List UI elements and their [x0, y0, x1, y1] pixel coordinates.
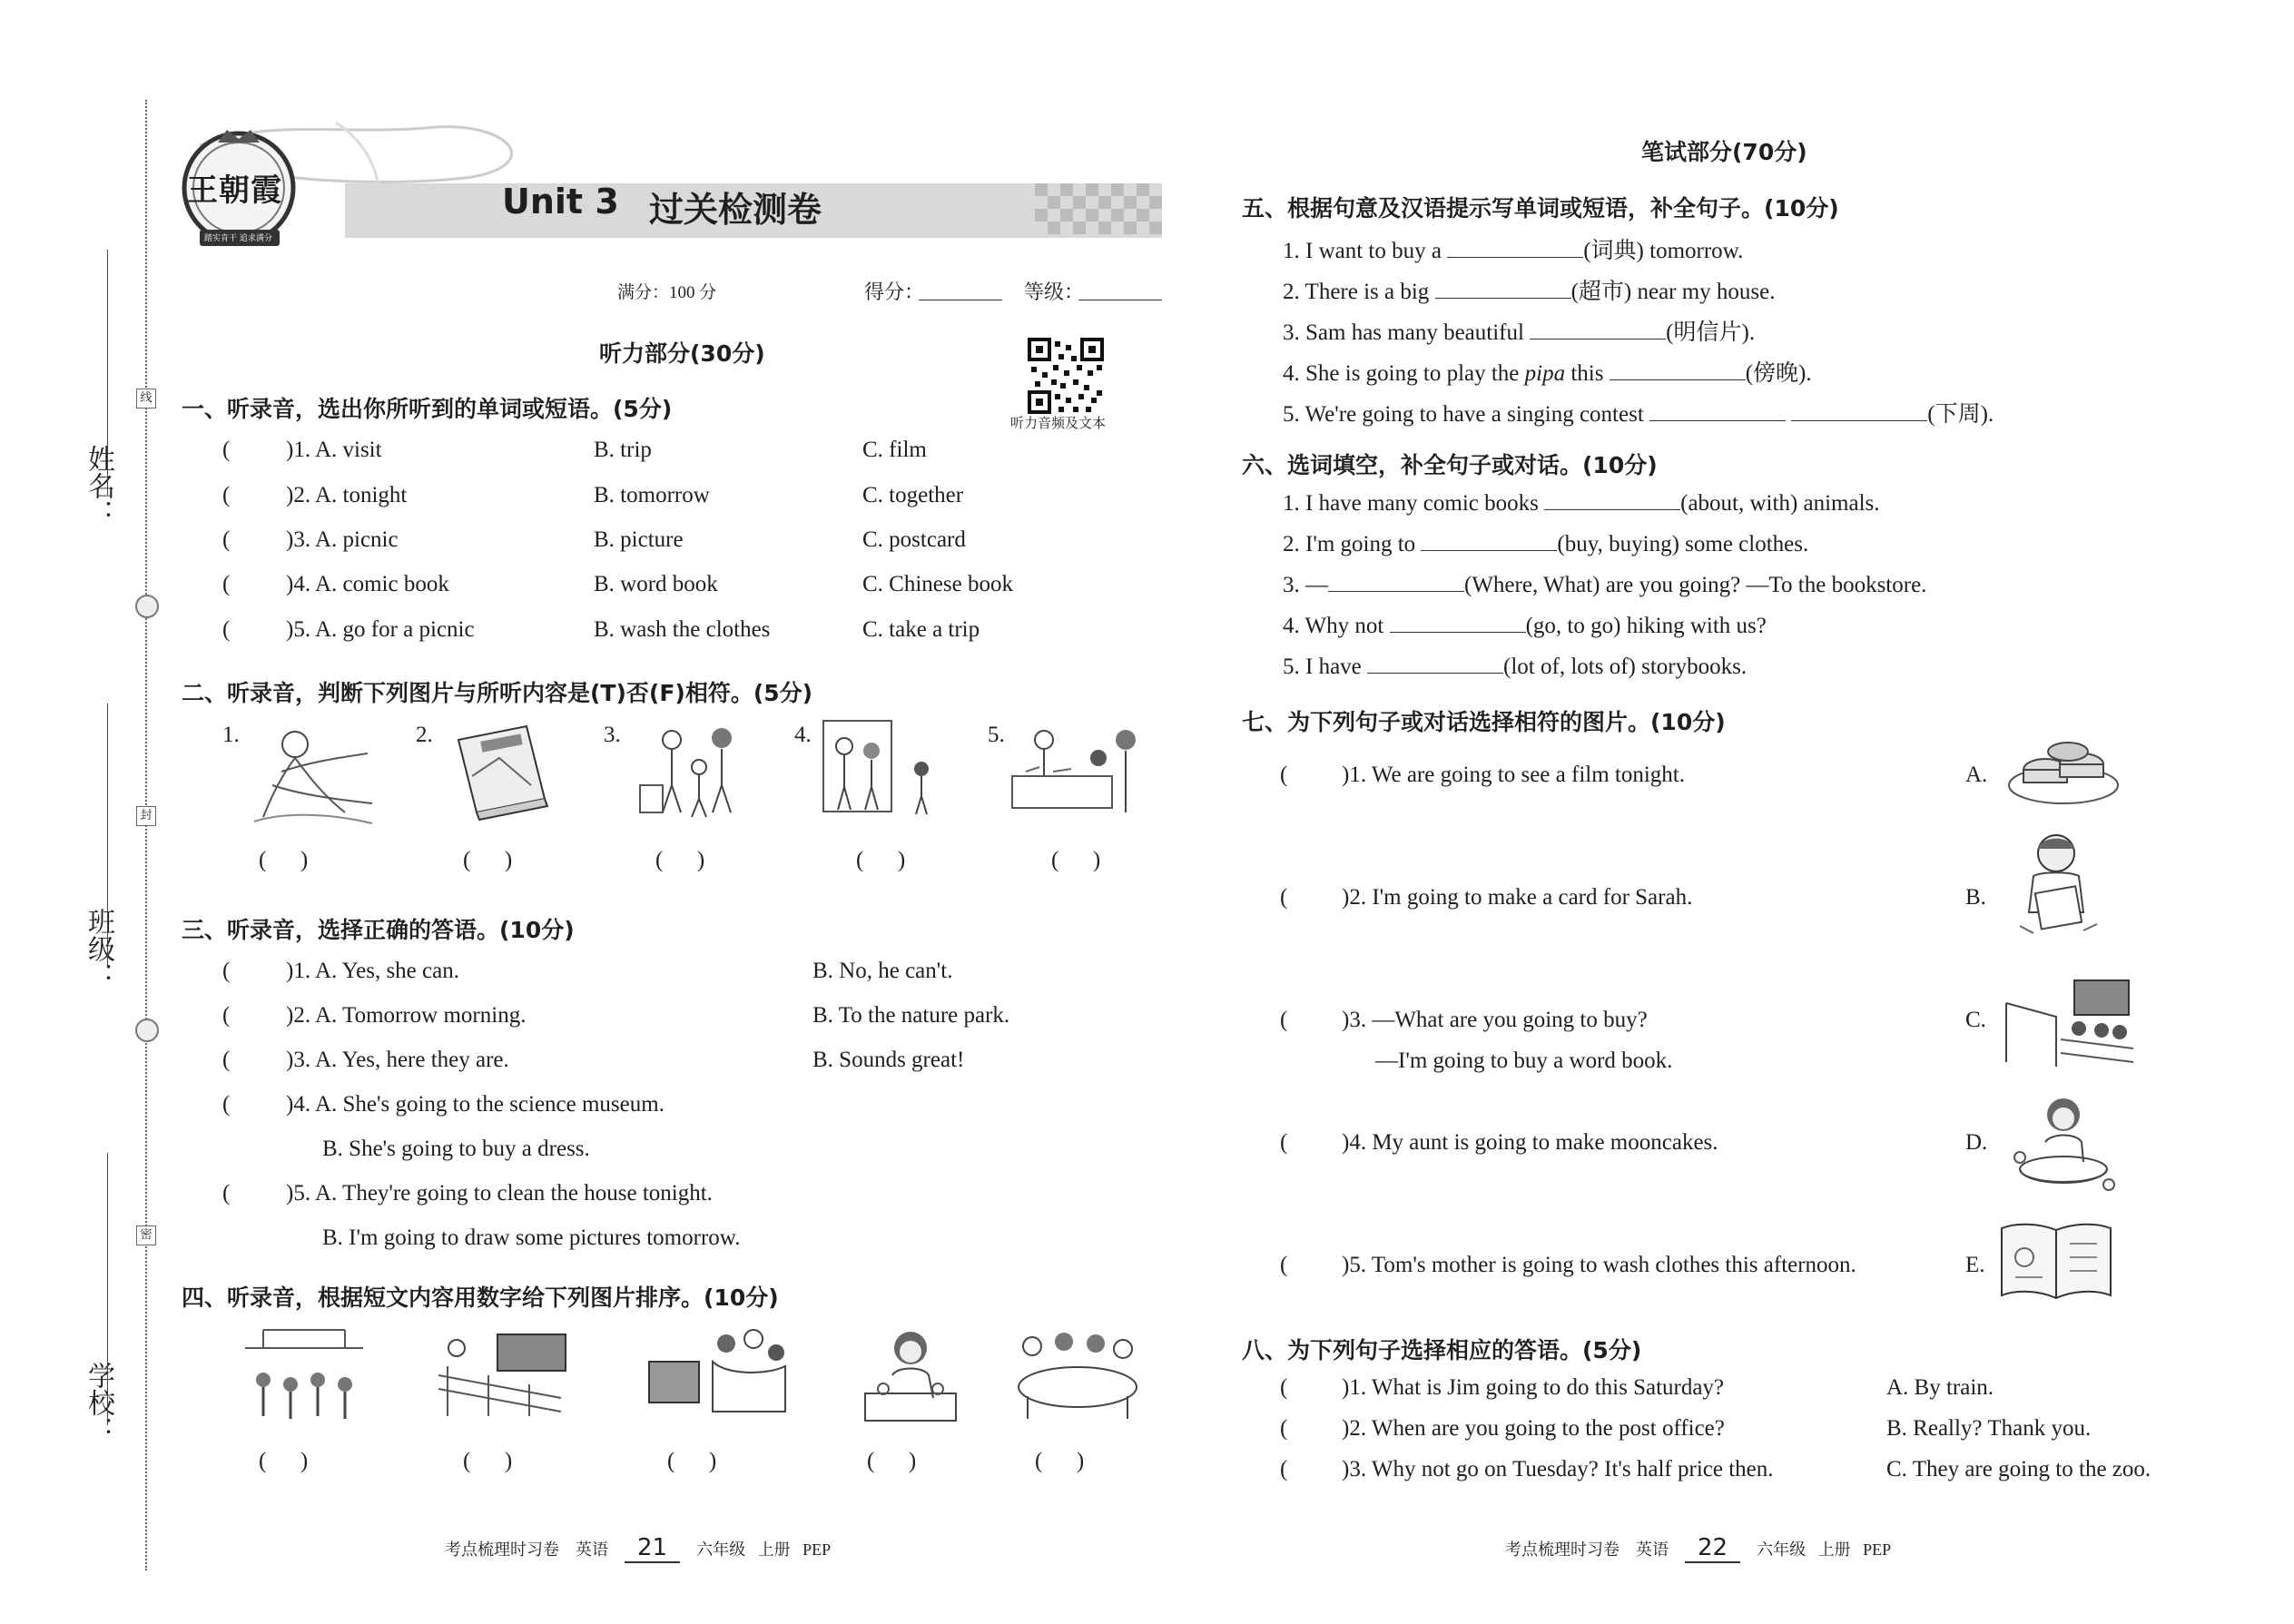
s7-item: )5. Tom's mother is going to wash clothes this afternoon. — [1342, 1253, 1856, 1277]
family-tv-illustration — [640, 1321, 790, 1425]
class-label: 班级： — [83, 908, 114, 989]
answer-paren[interactable]: ( — [1280, 1008, 1288, 1032]
s1-option-c: C. Chinese book — [862, 572, 1013, 596]
fill-blank[interactable] — [1530, 319, 1666, 340]
s5-heading: 五、根据句意及汉语提示写单词或短语，补全句子。(10分) — [1242, 195, 1839, 221]
answer-paren[interactable]: ( — [1280, 1130, 1288, 1155]
s6-item: 4. Why not (go, to go) hiking with us? — [1283, 614, 1767, 638]
class-field[interactable] — [107, 704, 108, 967]
school-label: 学校： — [83, 1362, 114, 1443]
answer-paren[interactable]: ( ) — [463, 1449, 513, 1473]
answer-paren[interactable]: ( ) — [1035, 1449, 1085, 1473]
answer-paren[interactable]: ( ) — [259, 848, 309, 872]
fill-blank[interactable] — [1421, 530, 1557, 551]
s6-item: 2. I'm going to (buy, buying) some clothes. — [1283, 532, 1809, 556]
s3-option-b: B. Sounds great! — [812, 1048, 965, 1072]
s1-option-a: )1. A. visit — [286, 438, 382, 462]
s8-answer: B. Really? Thank you. — [1886, 1416, 2092, 1441]
binding-mark-1: 线 — [136, 389, 156, 408]
s6-item: 3. — (Where, What) are you going? —To the bookstore. — [1283, 573, 1927, 597]
answer-paren[interactable]: ( ) — [667, 1449, 717, 1473]
answer-paren[interactable]: ( ) — [463, 848, 513, 872]
s5-item: 5. We're going to have a singing contest (下周). — [1283, 402, 1994, 427]
s1-option-a: )2. A. tonight — [286, 483, 408, 507]
s3-option-b: B. I'm going to draw some pictures tomorrow. — [322, 1225, 741, 1250]
footer-term: 上册 — [1817, 1540, 1851, 1559]
s7-item: )3. —What are you going to buy? — [1342, 1008, 1648, 1032]
answer-paren[interactable]: ( — [1280, 1457, 1288, 1481]
s2-num: 1. — [222, 723, 240, 747]
answer-paren[interactable]: ( — [222, 483, 231, 507]
s7-item-line2: —I'm going to buy a word book. — [1375, 1048, 1673, 1073]
s3-option-a: )3. A. Yes, here they are. — [286, 1048, 509, 1072]
s3-option-a: )1. A. Yes, she can. — [286, 959, 459, 983]
answer-paren[interactable]: ( — [222, 572, 231, 596]
footer-right — [1505, 1534, 1891, 1561]
s3-heading: 三、听录音，选择正确的答语。(10分) — [182, 917, 575, 943]
s5-item: 2. There is a big (超市) near my house. — [1283, 280, 1776, 304]
answer-paren[interactable]: ( ) — [1051, 848, 1101, 872]
answer-paren[interactable]: ( — [222, 1003, 231, 1028]
park-kids-illustration — [236, 1321, 372, 1425]
s1-option-b: B. word book — [594, 572, 718, 596]
answer-paren[interactable]: ( — [1280, 763, 1288, 787]
s6-item: 1. I have many comic books (about, with) animals. — [1283, 491, 1880, 516]
s1-option-b: B. wash the clothes — [594, 617, 771, 642]
cooking-woman-illustration — [852, 1321, 970, 1425]
cinema-picture — [2002, 976, 2133, 1071]
s7-heading: 七、为下列句子或对话选择相符的图片。(10分) — [1242, 709, 1726, 735]
answer-paren[interactable]: ( — [222, 527, 231, 552]
s1-option-b: B. picture — [594, 527, 684, 552]
page-number: 22 — [1685, 1534, 1740, 1563]
aunt-cooking-picture — [2002, 1089, 2124, 1194]
s7-item: )2. I'm going to make a card for Sarah. — [1342, 885, 1693, 910]
s2-heading: 二、听录音，判断下列图片与所听内容是(T)否(F)相符。(5分) — [182, 680, 813, 706]
answer-paren[interactable]: ( ) — [856, 848, 906, 872]
s1-option-c: C. take a trip — [862, 617, 980, 642]
binding-hole-1 — [135, 595, 159, 618]
s3-option-a: )5. A. They're going to clean the house tonight. — [286, 1181, 713, 1206]
answer-paren[interactable]: ( — [1280, 1416, 1288, 1441]
s7-letter: A. — [1965, 763, 1988, 787]
answer-paren[interactable]: ( — [222, 1092, 231, 1117]
fill-blank[interactable] — [1367, 653, 1503, 674]
name-field[interactable] — [107, 250, 108, 495]
s3-option-b: B. To the nature park. — [812, 1003, 1010, 1028]
s5-item: 1. I want to buy a (词典) tomorrow. — [1283, 239, 1744, 263]
s8-answer: C. They are going to the zoo. — [1886, 1457, 2151, 1481]
binding-dotted-line — [145, 100, 147, 1570]
answer-paren[interactable]: ( ) — [259, 1449, 309, 1473]
s7-letter: B. — [1965, 885, 1986, 910]
s7-item: )4. My aunt is going to make mooncakes. — [1342, 1130, 1718, 1155]
answer-paren[interactable]: ( — [222, 617, 231, 642]
s2-num: 4. — [794, 723, 812, 747]
footer-series: 考点梳理时习卷 — [1505, 1540, 1620, 1559]
s6-item: 5. I have (lot of, lots of) storybooks. — [1283, 655, 1748, 679]
title-cn: 过关检测卷 — [649, 190, 822, 230]
s2-num: 3. — [604, 723, 621, 747]
fill-blank[interactable] — [1435, 278, 1571, 299]
s7-item: )1. We are going to see a film tonight. — [1342, 763, 1685, 787]
fill-blank[interactable] — [1447, 237, 1583, 258]
brand-name: 王朝霞 — [187, 172, 282, 209]
book-illustration — [445, 722, 554, 822]
s1-option-a: )5. A. go for a picnic — [286, 617, 475, 642]
family-trip-illustration — [635, 722, 763, 822]
footer-subject: 英语 — [576, 1540, 608, 1559]
grade-label: 等级： — [1024, 281, 1085, 304]
s8-question: )3. Why not go on Tuesday? It's half price then. — [1342, 1457, 1774, 1481]
s8-heading: 八、为下列句子选择相应的答语。(5分) — [1242, 1337, 1642, 1363]
s2-num: 5. — [988, 723, 1005, 747]
s1-option-c: C. postcard — [862, 527, 966, 552]
fill-blank[interactable] — [1544, 489, 1680, 510]
fill-blank[interactable] — [1791, 400, 1927, 421]
s8-answer: A. By train. — [1886, 1375, 1994, 1400]
title-unit: Unit 3 — [502, 182, 619, 221]
answer-paren[interactable]: ( — [1280, 885, 1288, 910]
s5-item: 4. She is going to play the pipa this (傍晚). — [1283, 361, 1812, 386]
s6-heading: 六、选词填空，补全句子或对话。(10分) — [1242, 452, 1658, 478]
s7-letter: E. — [1965, 1253, 1985, 1277]
s4-heading: 四、听录音，根据短文内容用数字给下列图片排序。(10分) — [182, 1284, 779, 1311]
answer-paren[interactable]: ( — [1280, 1375, 1288, 1400]
brand-slogan: 踏实肯干 追求满分 — [204, 234, 272, 243]
s8-question: )1. What is Jim going to do this Saturday? — [1342, 1375, 1725, 1400]
open-book-picture — [1997, 1221, 2115, 1303]
family-table-illustration — [1009, 1324, 1146, 1423]
name-label: 姓名： — [83, 445, 114, 527]
dancer-illustration — [245, 722, 381, 831]
s2-num: 2. — [416, 723, 433, 747]
s5-item: 3. Sam has many beautiful (明信片). — [1283, 320, 1756, 345]
fill-blank[interactable] — [1328, 571, 1464, 592]
museum-visit-illustration — [822, 719, 949, 823]
answer-paren[interactable]: ( ) — [867, 1449, 917, 1473]
s1-option-b: B. trip — [594, 438, 652, 462]
s1-option-a: )3. A. picnic — [286, 527, 399, 552]
answer-paren[interactable]: ( — [222, 438, 231, 462]
answer-paren[interactable]: ( — [222, 1048, 231, 1072]
page-number: 21 — [625, 1534, 680, 1563]
full-marks: 满分：100 分 — [617, 283, 717, 302]
footer-grade: 六年级 — [1757, 1540, 1807, 1559]
answer-paren[interactable]: ( — [1280, 1253, 1288, 1277]
footer-edition: PEP — [1863, 1540, 1892, 1559]
s3-option-a: )4. A. She's going to the science museum. — [286, 1092, 665, 1117]
answer-paren[interactable]: ( — [222, 1181, 231, 1206]
qr-caption: 听力音频及文本 — [1010, 417, 1107, 431]
s1-option-c: C. film — [862, 438, 927, 462]
binding-hole-2 — [135, 1019, 159, 1042]
fill-blank[interactable] — [1390, 612, 1526, 633]
score-label: 得分： — [864, 281, 925, 304]
s1-heading: 一、听录音，选出你所听到的单词或短语。(5分) — [182, 396, 673, 422]
s3-option-b: B. No, he can't. — [812, 959, 953, 983]
binding-mark-2: 封 — [136, 806, 156, 826]
s1-option-a: )4. A. comic book — [286, 572, 449, 596]
mooncakes-picture — [2004, 735, 2122, 808]
listening-title: 听力部分(30分) — [599, 340, 765, 367]
fill-blank[interactable] — [1649, 400, 1786, 421]
family-dinner-illustration — [1008, 722, 1148, 822]
answer-paren[interactable]: ( ) — [655, 848, 705, 872]
footer-left — [445, 1534, 831, 1561]
s1-option-c: C. together — [862, 483, 964, 507]
written-title: 笔试部分(70分) — [1641, 139, 1807, 165]
binding-mark-3: 密 — [136, 1225, 156, 1245]
s3-option-a: )2. A. Tomorrow morning. — [286, 1003, 527, 1028]
s7-letter: D. — [1965, 1130, 1988, 1155]
footer-term: 上册 — [757, 1540, 791, 1559]
s1-option-b: B. tomorrow — [594, 483, 710, 507]
s7-letter: C. — [1965, 1008, 1986, 1032]
cinema-illustration — [434, 1330, 570, 1421]
footer-grade: 六年级 — [696, 1540, 746, 1559]
footer-series: 考点梳理时习卷 — [445, 1540, 559, 1559]
answer-paren[interactable]: ( — [222, 959, 231, 983]
fill-blank[interactable] — [1610, 359, 1746, 380]
qr-code[interactable] — [1028, 338, 1104, 414]
s8-question: )2. When are you going to the post office? — [1342, 1416, 1725, 1441]
boy-making-card-picture — [1997, 826, 2115, 944]
footer-edition: PEP — [802, 1540, 832, 1559]
footer-subject: 英语 — [1636, 1540, 1669, 1559]
s3-option-b: B. She's going to buy a dress. — [322, 1137, 590, 1161]
school-field[interactable] — [107, 1153, 108, 1425]
